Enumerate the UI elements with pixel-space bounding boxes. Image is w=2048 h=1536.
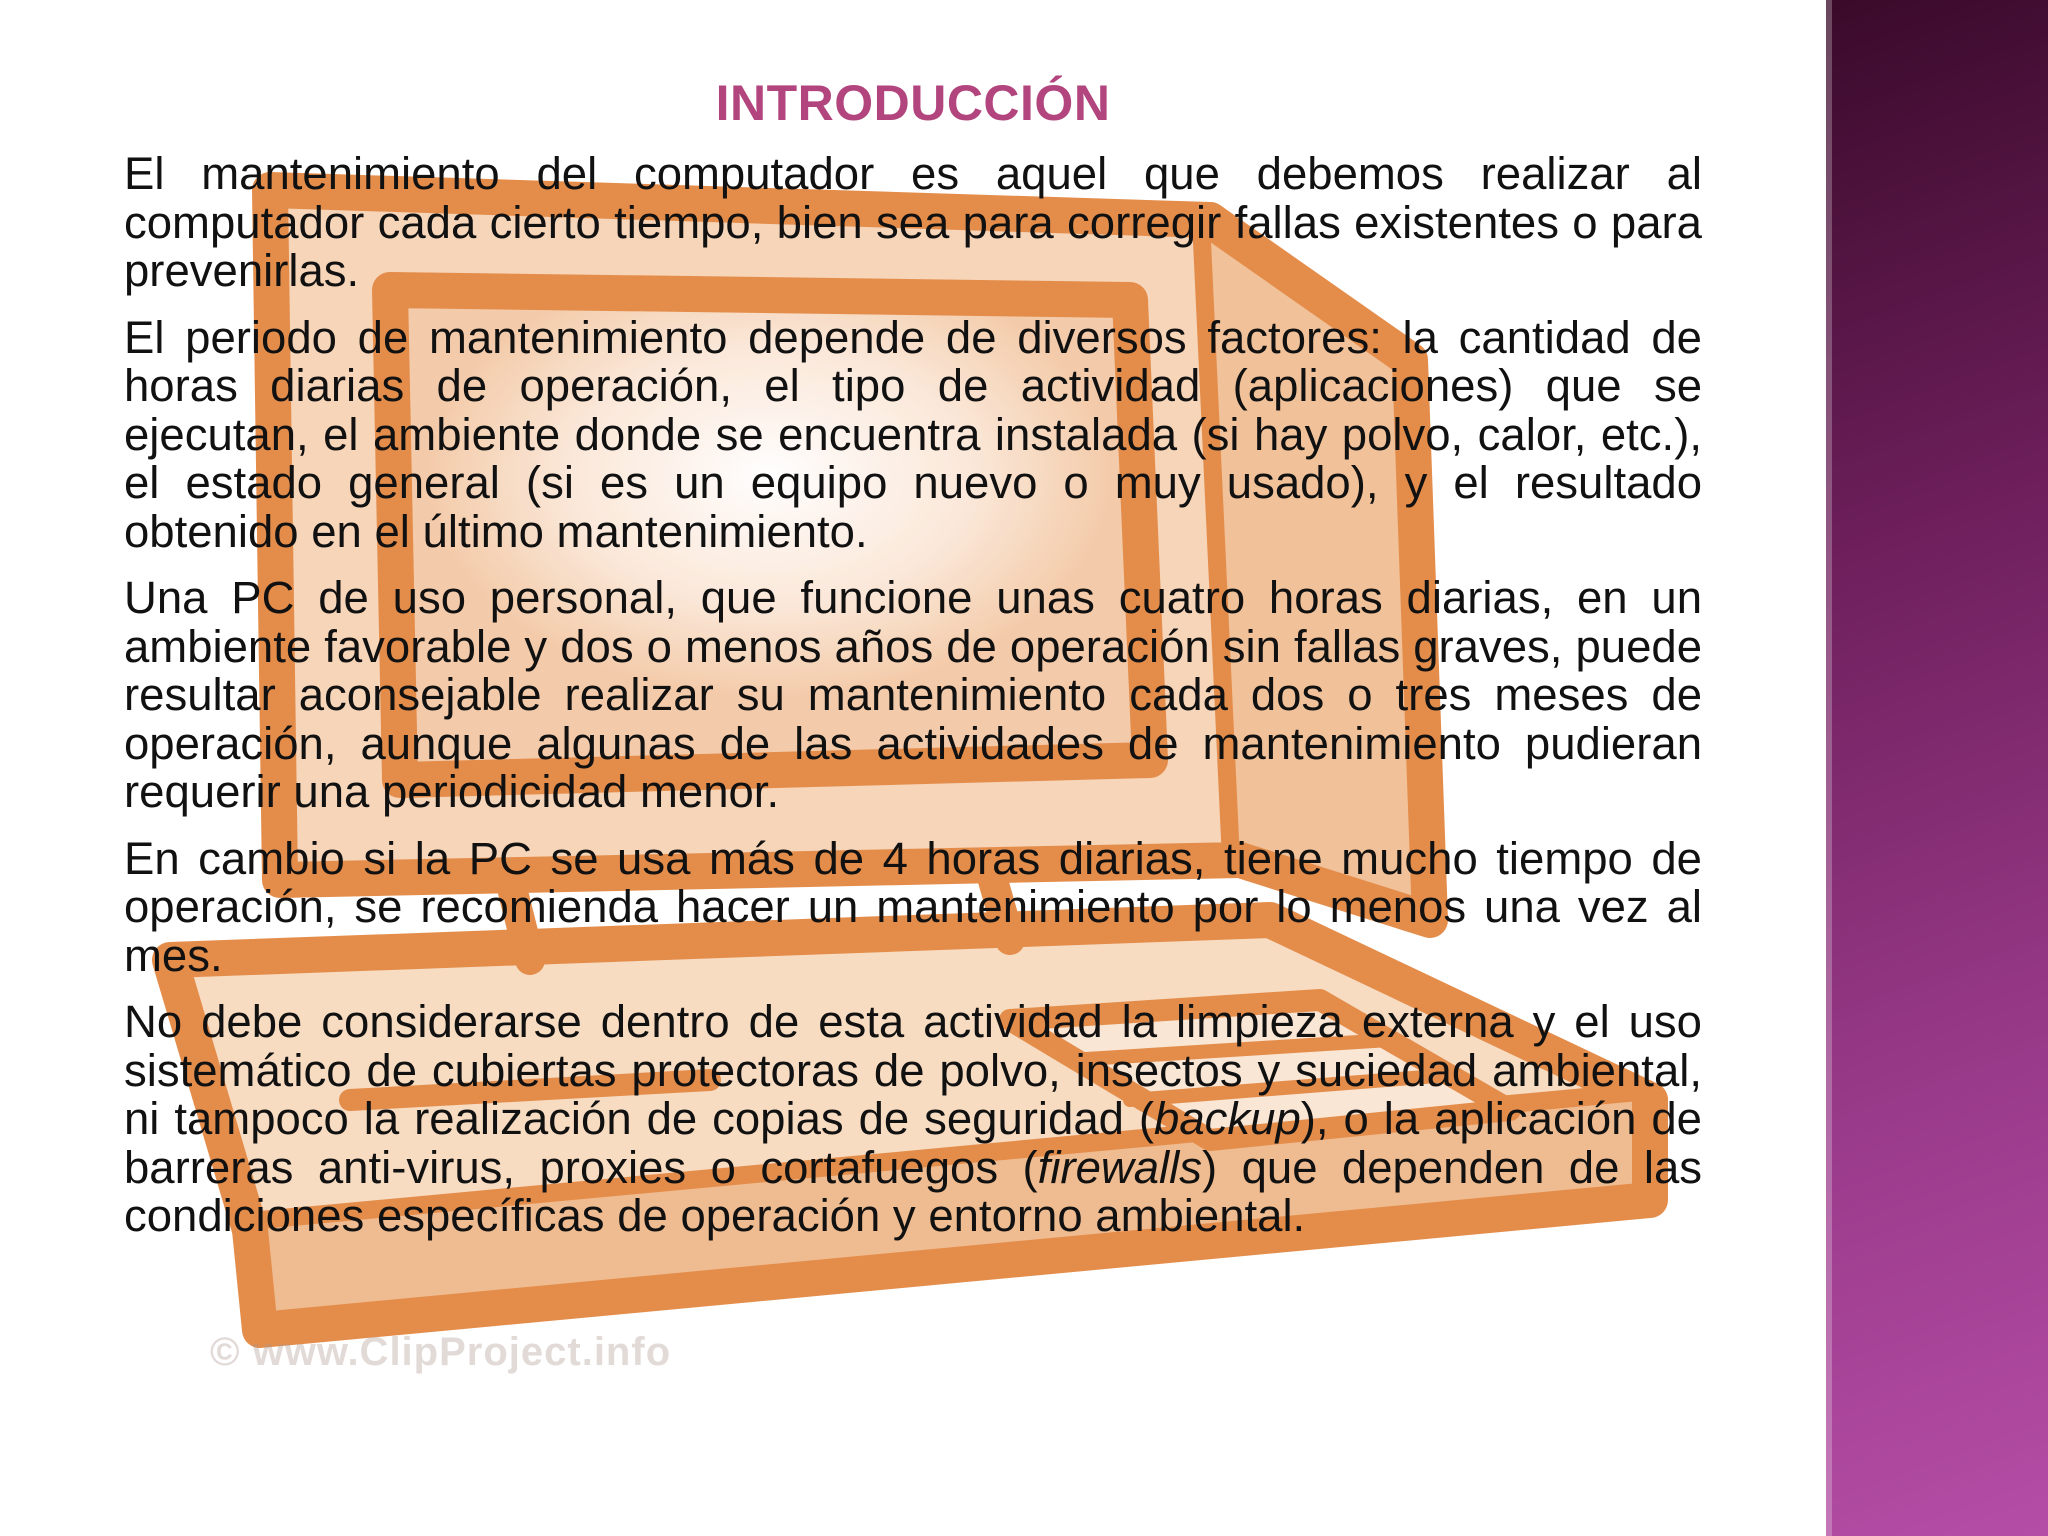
paragraph-4: En cambio si la PC se usa más de 4 horas diarias, tiene mucho tiempo de operación, se recomienda hacer un mantenimiento por lo menos una vez al mes.: [124, 832, 1702, 981]
paragraph-1: El mantenimiento del computador es aquel que debemos realizar al computador cada cierto tiempo, bien sea para corregir fallas existentes o para prevenirlas.: [124, 148, 1702, 296]
slide-body: [124, 150, 1702, 1259]
term-firewalls: firewalls: [1037, 1141, 1203, 1193]
paragraph-3: Una PC de uso personal, que funcione unas cuatro horas diarias, en un ambiente favorable y dos o menos años de operación sin fallas graves, puede resultar aconsejable realizar su mantenimiento cada dos o tres meses de operación, aunque algunas de las actividades de mantenimiento pudieran requerir una periodicidad menor.: [124, 572, 1702, 817]
decorative-side-band: [1826, 0, 2048, 1536]
clipart-watermark: © www.ClipProject.info: [210, 1330, 672, 1374]
paragraph-5-part-2: ), o la aplicación de barreras anti-virus, proxies o cortafuegos (: [124, 1093, 1702, 1193]
paragraph-5-part-1: No debe considerarse dentro de esta actividad la limpieza externa y el uso sistemático de cubiertas protectoras de polvo, insectos y suciedad ambiental, ni tampoco la realización de copias de seguridad (: [124, 996, 1702, 1144]
paragraph-5: [124, 998, 1702, 1241]
paragraph-5-part-3: ) que dependen de las condiciones específicas de operación y entorno ambiental.: [124, 1141, 1702, 1241]
paragraph-2: El periodo de mantenimiento depende de diversos factores: la cantidad de horas diarias de operación, el tipo de actividad (aplicaciones) que se ejecutan, el ambiente donde se encuentra instalada (si hay polvo, calor, etc.), el estado general (si es un equipo nuevo o muy usado), y el resultado obtenido en el último mantenimiento.: [124, 311, 1702, 557]
page-title: INTRODUCCIÓN: [715, 75, 1111, 131]
term-backup: backup: [1154, 1093, 1301, 1144]
